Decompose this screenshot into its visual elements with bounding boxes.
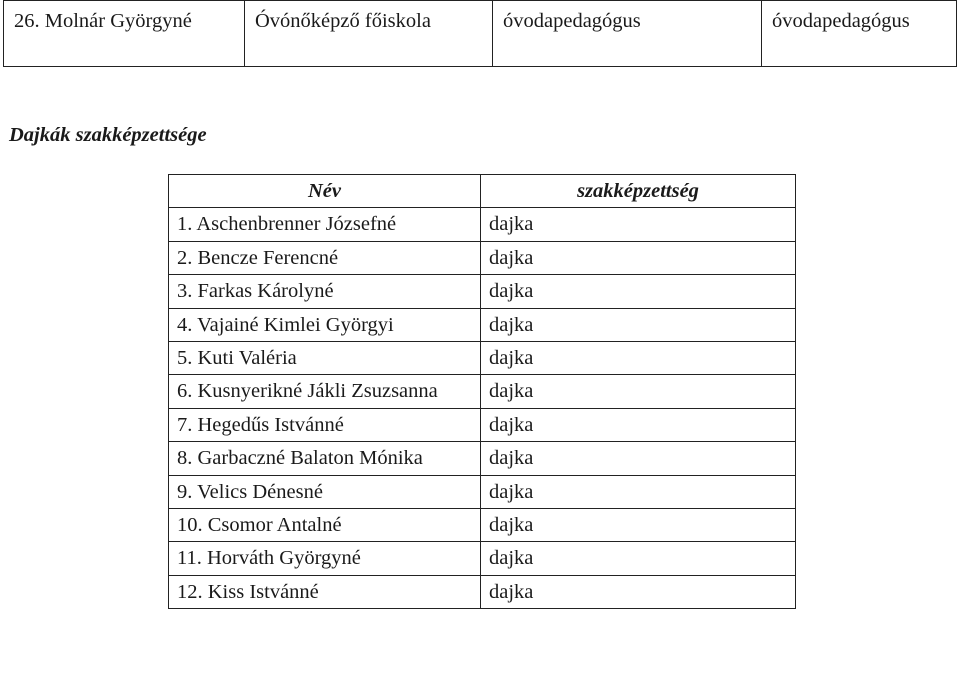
staff-qualification-table <box>168 174 796 609</box>
table-row <box>169 475 796 508</box>
section-heading: Dajkák szakképzettsége <box>9 124 207 146</box>
staff-qualification-cell: dajka <box>481 509 796 542</box>
table-row <box>169 442 796 475</box>
table-row <box>169 308 796 341</box>
staff-name-cell: 9. Velics Dénesné <box>169 475 481 508</box>
staff-qualification-cell: dajka <box>481 208 796 241</box>
staff-qualification-cell: dajka <box>481 308 796 341</box>
staff-qualification-cell: dajka <box>481 475 796 508</box>
table-row <box>169 208 796 241</box>
staff-name-cell: 8. Garbaczné Balaton Mónika <box>169 442 481 475</box>
staff-qualification-cell: dajka <box>481 408 796 441</box>
staff-name-cell: 6. Kusnyerikné Jákli Zsuzsanna <box>169 375 481 408</box>
teacher-position-cell: óvodapedagógus <box>762 1 957 67</box>
table-row <box>169 241 796 274</box>
table-row <box>169 542 796 575</box>
staff-qualification-cell: dajka <box>481 342 796 375</box>
staff-qualification-cell: dajka <box>481 375 796 408</box>
table-row <box>169 408 796 441</box>
teacher-school-cell: Óvónőképző főiskola <box>245 1 493 67</box>
staff-name-cell: 3. Farkas Károlyné <box>169 275 481 308</box>
column-header-qualification: szakképzettség <box>481 175 796 208</box>
table-row <box>169 342 796 375</box>
table-row <box>169 575 796 608</box>
staff-name-cell: 1. Aschenbrenner Józsefné <box>169 208 481 241</box>
staff-name-cell: 11. Horváth Györgyné <box>169 542 481 575</box>
teacher-table-continuation <box>3 0 957 67</box>
staff-name-cell: 10. Csomor Antalné <box>169 509 481 542</box>
table-row <box>169 275 796 308</box>
teacher-name-cell: 26. Molnár Györgyné <box>4 1 245 67</box>
table-header-row <box>169 175 796 208</box>
staff-qualification-cell: dajka <box>481 241 796 274</box>
staff-name-cell: 7. Hegedűs Istvánné <box>169 408 481 441</box>
staff-name-cell: 4. Vajainé Kimlei Györgyi <box>169 308 481 341</box>
column-header-name: Név <box>169 175 481 208</box>
staff-qualification-cell: dajka <box>481 575 796 608</box>
staff-table-body <box>169 208 796 609</box>
staff-name-cell: 5. Kuti Valéria <box>169 342 481 375</box>
staff-qualification-cell: dajka <box>481 275 796 308</box>
table-row <box>4 1 957 67</box>
table-row <box>169 509 796 542</box>
staff-qualification-cell: dajka <box>481 542 796 575</box>
teacher-degree-cell: óvodapedagógus <box>493 1 762 67</box>
staff-qualification-cell: dajka <box>481 442 796 475</box>
staff-name-cell: 12. Kiss Istvánné <box>169 575 481 608</box>
table-row <box>169 375 796 408</box>
staff-name-cell: 2. Bencze Ferencné <box>169 241 481 274</box>
